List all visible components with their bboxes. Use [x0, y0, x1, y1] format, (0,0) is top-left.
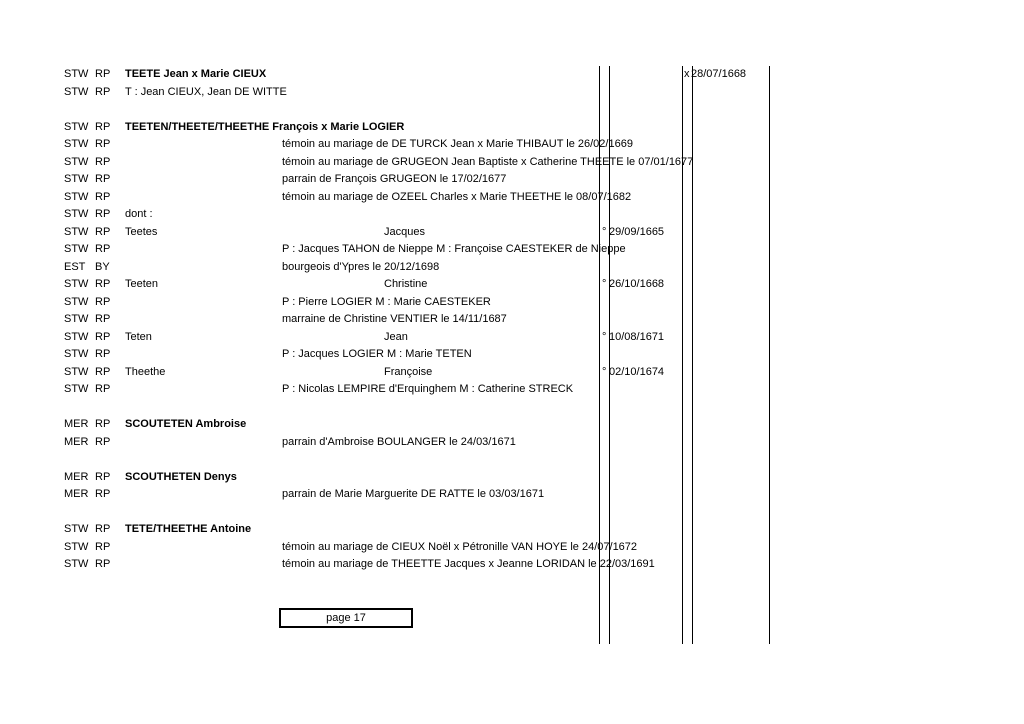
- origin-code: STW: [64, 541, 89, 553]
- source-code: RP: [95, 278, 111, 290]
- source-code: RP: [95, 331, 111, 343]
- event-date: 29/09/1665: [609, 226, 665, 238]
- event-date: 10/08/1671: [609, 331, 665, 343]
- name-cell: Teeten: [125, 278, 159, 290]
- event-cell: parrain de Marie Marguerite DE RATTE le 03/03/1671: [282, 488, 545, 500]
- table-row: [0, 311, 1024, 328]
- origin-code: STW: [64, 86, 89, 98]
- event-cell: P : Nicolas LEMPIRE d'Erquinghem M : Catherine STRECK: [282, 383, 574, 395]
- event-cell: P : Jacques LOGIER M : Marie TETEN: [282, 348, 472, 360]
- origin-code: STW: [64, 348, 89, 360]
- table-row: [0, 136, 1024, 153]
- name-cell: Teetes: [125, 226, 158, 238]
- source-code: BY: [95, 261, 110, 273]
- source-code: RP: [95, 348, 111, 360]
- event-cell: bourgeois d'Ypres le 20/12/1698: [282, 261, 440, 273]
- source-code: RP: [95, 436, 111, 448]
- table-row: [0, 189, 1024, 206]
- source-code: RP: [95, 523, 111, 535]
- origin-code: EST: [64, 261, 86, 273]
- source-code: RP: [95, 138, 111, 150]
- table-row: [0, 486, 1024, 503]
- origin-code: STW: [64, 68, 89, 80]
- table-row: [0, 364, 1024, 381]
- name-cell: TETE/THEETHE Antoine: [125, 523, 252, 535]
- origin-code: MER: [64, 436, 89, 448]
- event-cell: témoin au mariage de THEETTE Jacques x Jeanne LORIDAN le 22/03/1691: [282, 558, 655, 570]
- event-cell: P : Jacques TAHON de Nieppe M : Françoise CAESTEKER de Nieppe: [282, 243, 626, 255]
- table-row: [0, 171, 1024, 188]
- event-date: 26/10/1668: [609, 278, 665, 290]
- origin-code: STW: [64, 156, 89, 168]
- event-symbol: °: [602, 226, 607, 238]
- event-symbol: °: [602, 366, 607, 378]
- table-row: [0, 539, 1024, 556]
- origin-code: STW: [64, 243, 89, 255]
- table-row: [0, 381, 1024, 398]
- table-row: [0, 469, 1024, 486]
- event-cell: parrain d'Ambroise BOULANGER le 24/03/1671: [282, 436, 516, 448]
- event-cell: Françoise: [384, 366, 433, 378]
- event-cell: Christine: [384, 278, 428, 290]
- table-row: [0, 84, 1024, 101]
- column-divider: [609, 66, 610, 644]
- source-code: RP: [95, 471, 111, 483]
- name-cell: dont :: [125, 208, 153, 220]
- origin-code: MER: [64, 418, 89, 430]
- table-row: [0, 66, 1024, 83]
- origin-code: STW: [64, 331, 89, 343]
- origin-code: STW: [64, 366, 89, 378]
- marriage-date: 28/07/1668: [691, 68, 747, 80]
- table-row: [0, 521, 1024, 538]
- origin-code: STW: [64, 296, 89, 308]
- source-code: RP: [95, 366, 111, 378]
- source-code: RP: [95, 383, 111, 395]
- source-code: RP: [95, 313, 111, 325]
- origin-code: STW: [64, 278, 89, 290]
- name-cell: SCOUTETEN Ambroise: [125, 418, 247, 430]
- source-code: RP: [95, 156, 111, 168]
- page-number: page 17: [279, 608, 413, 628]
- event-symbol: °: [602, 331, 607, 343]
- name-cell: Teten: [125, 331, 152, 343]
- event-cell: P : Pierre LOGIER M : Marie CAESTEKER: [282, 296, 491, 308]
- table-row: [0, 206, 1024, 223]
- source-code: RP: [95, 226, 111, 238]
- event-cell: parrain de François GRUGEON le 17/02/1677: [282, 173, 507, 185]
- table-row: [0, 154, 1024, 171]
- name-cell: TEETEN/THEETE/THEETHE François x Marie LOGIER: [125, 121, 405, 133]
- table-row: [0, 416, 1024, 433]
- origin-code: STW: [64, 226, 89, 238]
- column-divider: [682, 66, 683, 644]
- origin-code: STW: [64, 558, 89, 570]
- column-divider: [599, 66, 600, 644]
- event-cell: Jacques: [384, 226, 425, 238]
- name-cell: TEETE Jean x Marie CIEUX: [125, 68, 267, 80]
- origin-code: MER: [64, 488, 89, 500]
- event-cell: témoin au mariage de OZEEL Charles x Marie THEETHE le 08/07/1682: [282, 191, 632, 203]
- origin-code: STW: [64, 173, 89, 185]
- source-code: RP: [95, 121, 111, 133]
- column-divider: [692, 66, 693, 644]
- name-cell: Theethe: [125, 366, 166, 378]
- table-row: [0, 329, 1024, 346]
- event-cell: témoin au mariage de GRUGEON Jean Baptiste x Catherine THEETE le 07/01/1677: [282, 156, 694, 168]
- name-cell: SCOUTHETEN Denys: [125, 471, 237, 483]
- source-code: RP: [95, 173, 111, 185]
- source-code: RP: [95, 296, 111, 308]
- event-symbol: °: [602, 278, 607, 290]
- table-row: [0, 241, 1024, 258]
- event-cell: témoin au mariage de DE TURCK Jean x Marie THIBAUT le 26/02/1669: [282, 138, 633, 150]
- table-row: [0, 259, 1024, 276]
- origin-code: MER: [64, 471, 89, 483]
- origin-code: STW: [64, 383, 89, 395]
- origin-code: STW: [64, 208, 89, 220]
- source-code: RP: [95, 86, 111, 98]
- event-cell: marraine de Christine VENTIER le 14/11/1687: [282, 313, 507, 325]
- source-code: RP: [95, 418, 111, 430]
- origin-code: STW: [64, 121, 89, 133]
- origin-code: STW: [64, 191, 89, 203]
- table-row: [0, 294, 1024, 311]
- event-cell: Jean: [384, 331, 408, 343]
- table-row: [0, 556, 1024, 573]
- table-row: [0, 346, 1024, 363]
- source-code: RP: [95, 191, 111, 203]
- marriage-symbol: x: [684, 68, 690, 80]
- table-row: [0, 119, 1024, 136]
- origin-code: STW: [64, 313, 89, 325]
- source-code: RP: [95, 68, 111, 80]
- source-code: RP: [95, 558, 111, 570]
- source-code: RP: [95, 208, 111, 220]
- origin-code: STW: [64, 138, 89, 150]
- origin-code: STW: [64, 523, 89, 535]
- source-code: RP: [95, 541, 111, 553]
- source-code: RP: [95, 488, 111, 500]
- column-divider: [769, 66, 770, 644]
- source-code: RP: [95, 243, 111, 255]
- table-row: [0, 276, 1024, 293]
- event-cell: témoin au mariage de CIEUX Noël x Pétronille VAN HOYE le 24/07/1672: [282, 541, 638, 553]
- name-cell: T : Jean CIEUX, Jean DE WITTE: [125, 86, 287, 98]
- table-row: [0, 434, 1024, 451]
- table-row: [0, 224, 1024, 241]
- event-date: 02/10/1674: [609, 366, 665, 378]
